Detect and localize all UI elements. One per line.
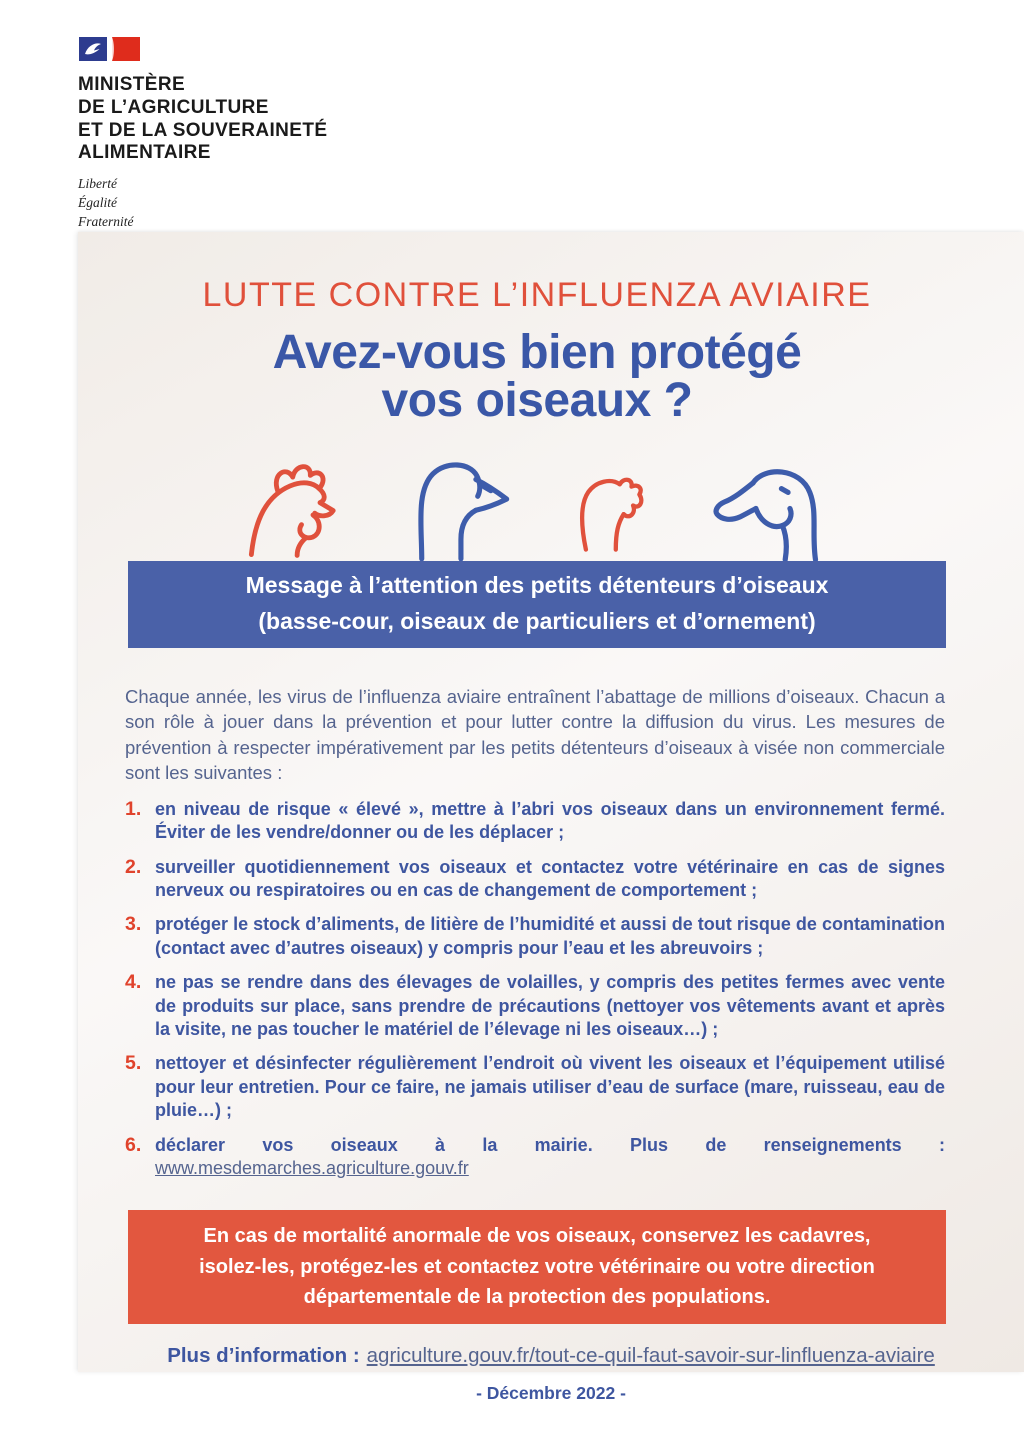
item-number: 3.	[125, 913, 142, 936]
chicken-icon	[232, 439, 364, 561]
more-info-line	[78, 1344, 1024, 1368]
publication-date: - Décembre 2022 -	[476, 1382, 626, 1403]
poster-card	[78, 232, 1024, 1403]
bird-illustrations	[128, 437, 946, 561]
list-item-3	[125, 913, 945, 960]
item-number: 5.	[125, 1052, 142, 1075]
item-text-prefix: déclarer vos oiseaux à la mairie. Plus de renseignements :	[155, 1134, 945, 1155]
item-number: 4.	[125, 971, 142, 994]
item-text: ne pas se rendre dans des élevages de volailles, y compris des petites fermes avec vente de produits sur place, sans prendre de précautions (nettoyer vos vêtements avant et après la visite, ne pas toucher le matériel de l’élevage ni les oiseaux…) ;	[155, 972, 945, 1040]
audience-banner	[128, 561, 946, 648]
ministry-line: ET DE LA SOUVERAINETÉ	[78, 119, 328, 141]
more-info-label: Plus d’information :	[167, 1343, 360, 1367]
campaign-kicker: LUTTE CONTRE L’INFLUENZA AVIAIRE	[202, 276, 872, 314]
poster-title	[128, 326, 946, 427]
french-flag-icon	[78, 36, 142, 63]
mortality-alert-banner	[128, 1210, 946, 1323]
alert-line1: En cas de mortalité anormale de vos oiseaux, conservez les cadavres,	[203, 1225, 871, 1248]
list-item-6	[125, 1134, 945, 1181]
duck-icon	[700, 439, 842, 561]
list-item-1	[125, 798, 945, 845]
mesdemarches-link[interactable]: www.mesdemarches.agriculture.gouv.fr	[155, 1157, 469, 1178]
list-item-4	[125, 971, 945, 1041]
item-text: en niveau de risque « élevé », mettre à l’abri vos oiseaux dans un environnement fermé. Éviter de les vendre/donner ou de les déplacer ;	[155, 798, 945, 843]
audience-banner-line1: Message à l’attention des petits détenteurs d’oiseaux	[245, 572, 829, 598]
measures-list	[125, 798, 945, 1180]
poster-title-line1: Avez-vous bien protégé	[272, 326, 802, 379]
item-number: 2.	[125, 855, 142, 878]
agriculture-gouv-link[interactable]: agriculture.gouv.fr/tout-ce-quil-faut-savoir-sur-linfluenza-aviaire	[366, 1343, 935, 1367]
list-item-5	[125, 1052, 945, 1122]
intro-paragraph: Chaque année, les virus de l’influenza aviaire entraînent l’abattage de millions d’oiseaux. Chacun a son rôle à jouer dans la prévention et pour lutter contre la diffusion du virus. Les mesures de prévention à respecter impérativement par les petits détenteurs d’oiseaux à visée non commerciale sont les suivantes :	[125, 686, 945, 783]
item-text: surveiller quotidiennement vos oiseaux et contactez votre vétérinaire en cas de signes nerveux ou respiratoires ou en cas de changement de comportement ;	[155, 856, 945, 901]
alert-line2: isolez-les, protégez-les et contactez votre vétérinaire ou votre direction	[199, 1255, 875, 1278]
ministry-line: MINISTÈRE	[78, 74, 186, 95]
item-text	[155, 1134, 945, 1181]
audience-banner-line2: (basse-cour, oiseaux de particuliers et d’ornement)	[258, 607, 816, 634]
motto-line: Liberté	[78, 176, 117, 192]
ministry-name	[78, 74, 327, 165]
item-number: 6.	[125, 1133, 142, 1156]
alert-line3: départementale de la protection des populations.	[303, 1286, 771, 1309]
item-text: nettoyer et désinfecter régulièrement l’endroit où vivent les oiseaux et l’équipement utilisé pour leur entretien. Pour ce faire, ne jamais utiliser d’eau de surface (mare, ruisseau, eau de pluie…) ;	[155, 1053, 945, 1121]
item-text: protéger le stock d’aliments, de litière de l’humidité et aussi de tout risque de contamination (contact avec d’autres oiseaux) y compris pour l’eau et les abreuvoirs ;	[155, 914, 945, 958]
ministry-line: ALIMENTAIRE	[78, 142, 211, 164]
government-header	[78, 36, 327, 232]
item-number: 1.	[125, 797, 142, 820]
poster-title-line2: vos oiseaux ?	[381, 374, 693, 427]
turkey-icon	[556, 439, 674, 561]
goose-icon	[390, 439, 530, 561]
republic-motto	[78, 175, 327, 232]
motto-line: Fraternité	[78, 213, 134, 229]
motto-line: Égalité	[78, 195, 117, 211]
list-item-2	[125, 856, 945, 903]
ministry-line: DE L’AGRICULTURE	[78, 96, 269, 118]
